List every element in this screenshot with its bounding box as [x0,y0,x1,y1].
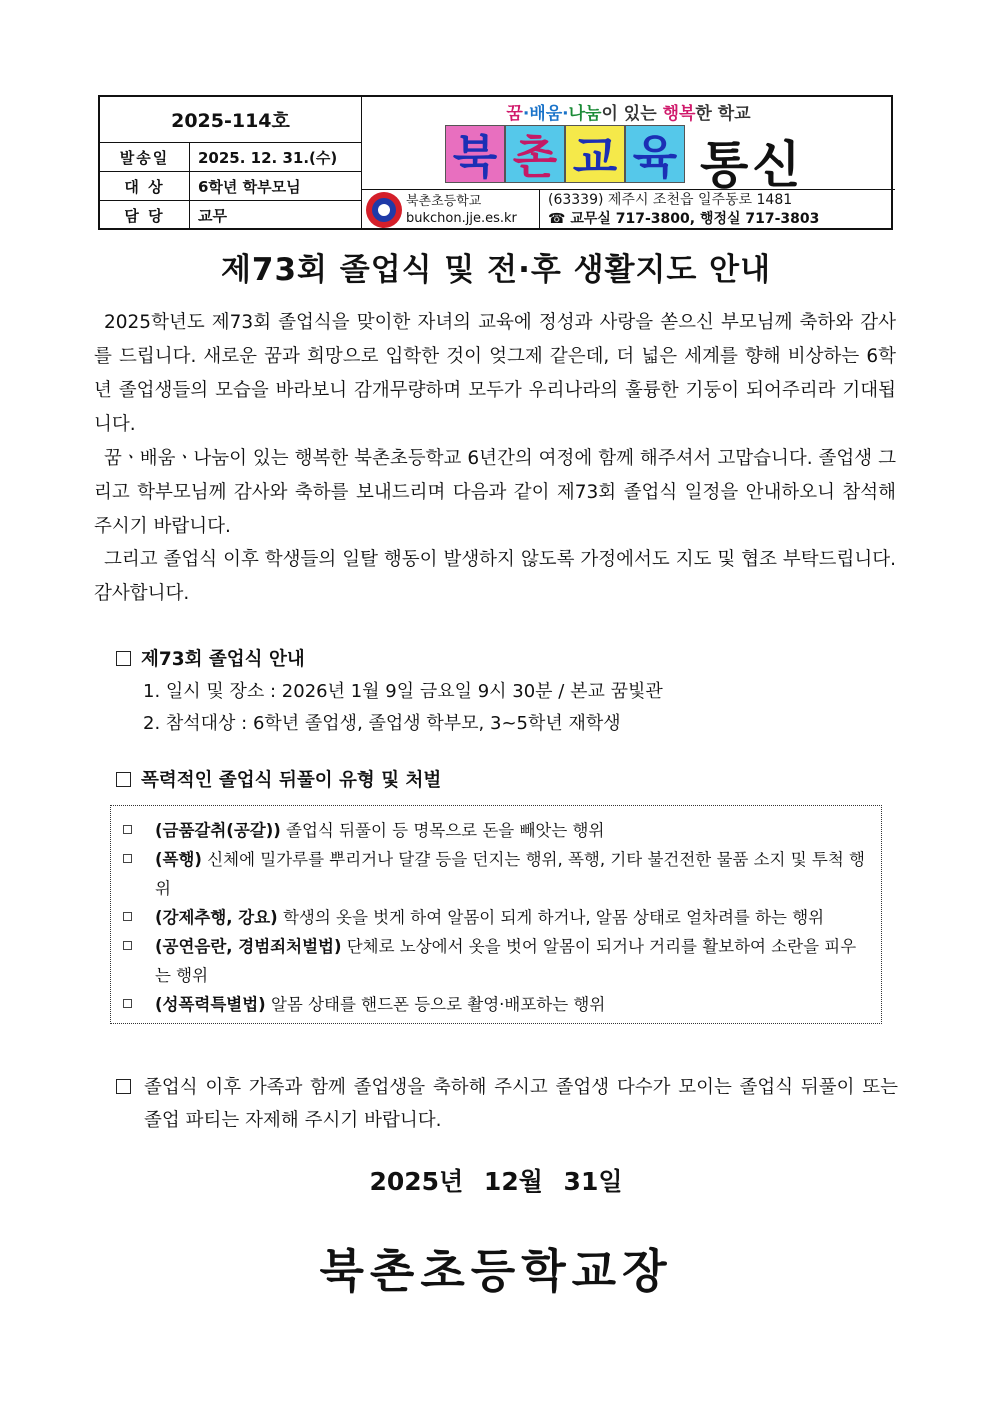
school-phone: ☎ 교무실 717-3800, 행정실 717-3803 [548,211,820,227]
newsletter-header [98,95,893,230]
slogan-part: ·배움· [522,104,569,124]
meta-row-owner [100,201,361,230]
newsletter-title-suffix: 통신 [700,136,805,194]
school-text [406,193,517,227]
school-info-row [362,189,895,230]
rule-label: (공연음란, 경범죄처벌법) [155,937,342,956]
school-name: 북촌초등학교 [406,194,482,209]
rule-item [121,816,871,845]
slogan-part: 꿈 [506,104,523,124]
checkbox-square-icon [116,772,131,787]
closing-note [116,1071,898,1137]
title-char: 교 [565,125,625,183]
title-char: 육 [625,125,685,183]
checkbox-square-icon [116,651,131,666]
issue-date: 2025년 12월 31일 [369,1167,623,1196]
rule-text: 알몸 상태를 핸드폰 등으로 촬영·배포하는 행위 [265,995,606,1014]
school-block [362,190,540,230]
rule-item [121,845,871,903]
principal-signature: 북촌초등학교장 [319,1244,673,1298]
section-violence-heading [116,766,441,792]
thanks-paragraph: 꿈ㆍ배움ㆍ나눔이 있는 행복한 북촌초등학교 6년간의 여정에 함께 해주셔서 고맙습니다. 졸업생 그리고 학부모님께 감사와 축하를 보내드리며 다음과 같이 제73회 졸업식 일정을 안내하오니 참석해 주시기 바랍니다. [94,448,896,537]
small-square-bullet-icon [123,825,132,834]
title-char: 북 [445,125,505,183]
section-ceremony-heading [116,645,305,671]
rule-text: 단체로 노상에서 옷을 벗어 알몸이 되거나 거리를 활보하여 소란을 피우는 행위 [155,937,857,985]
intro-paragraph: 2025학년도 제73회 졸업식을 맞이한 자녀의 교육에 정성과 사랑을 쏟으신 부모님께 축하와 감사를 드립니다. 새로운 꿈과 희망으로 입학한 것이 엊그제 같은데, 더 넓은 세계를 향해 비상하는 6학년 졸업생들의 모습을 바라보니 감개무량하며 모두가 우리나라의 훌륭한 기둥이 되어주리라 기대됩니다. [94,312,896,435]
checkbox-square-icon [116,1079,131,1094]
rule-label: (폭행) [155,850,202,869]
school-slogan [362,99,895,124]
rule-item [121,932,871,990]
rule-item [121,903,871,932]
ceremony-attendees-item: 2. 참석대상 : 6학년 졸업생, 졸업생 학부모, 3~5학년 재학생 [143,713,621,734]
school-logo-icon [366,192,402,228]
rule-text: 신체에 밀가루를 뿌리거나 달걀 등을 던지는 행위, 폭행, 기타 불건전한 물품 소지 및 투척 행위 [155,850,865,898]
slogan-part: 한 학교 [695,104,751,124]
rule-label: (성폭력특별법) [155,995,266,1014]
document-title: 제73회 졸업식 및 전·후 생활지도 안내 [220,252,772,288]
small-square-bullet-icon [123,941,132,950]
rule-item [121,990,871,1019]
meta-value: 교무 [198,207,227,225]
small-square-bullet-icon [123,999,132,1008]
rule-text: 학생의 옷을 벗게 하여 알몸이 되게 하거나, 알몸 상태로 얼차려를 하는 행위 [277,908,825,927]
ceremony-datetime-item: 1. 일시 및 장소 : 2026년 1월 9일 금요일 9시 30분 / 본교 꿈빛관 [143,681,663,702]
meta-row-target [100,172,361,201]
meta-key: 대 상 [100,172,190,200]
section-heading-text: 폭력적인 졸업식 뒤풀이 유형 및 처벌 [141,770,442,791]
meta-value: 6학년 학부모님 [198,177,301,196]
rule-label: (금품갈취(공갈)) [155,821,281,840]
meta-row-sent-date [100,143,361,172]
violence-rules-box [110,805,882,1024]
issue-number: 2025-114호 [100,97,361,143]
school-address: (63339) 제주시 조천읍 일주동로 1481 [548,192,793,208]
closing-text: 졸업식 이후 가족과 함께 졸업생을 축하해 주시고 졸업생 다수가 모이는 졸업식 뒤풀이 또는 졸업 파티는 자제해 주시기 바랍니다. [144,1077,898,1131]
slogan-part: 행복 [662,104,696,124]
rule-text: 졸업식 뒤풀이 등 명목으로 돈을 빼앗는 행위 [280,821,605,840]
rule-label: (강제추행, 강요) [155,908,278,927]
small-square-bullet-icon [123,854,132,863]
title-char: 촌 [505,125,565,183]
meta-key: 담 당 [100,201,190,230]
meta-value: 2025. 12. 31.(수) [198,148,338,167]
section-heading-text: 제73회 졸업식 안내 [141,649,305,670]
school-url: bukchon.jje.es.kr [406,211,517,226]
meta-key: 발송일 [100,143,190,171]
contact-block [540,190,895,230]
slogan-part: 이 있는 [601,104,663,124]
slogan-part: 나눔 [568,104,602,124]
newsletter-title-boxes [445,125,685,183]
small-square-bullet-icon [123,912,132,921]
request-paragraph: 그리고 졸업식 이후 학생들의 일탈 행동이 발생하지 않도록 가정에서도 지도 및 협조 부탁드립니다. 감사합니다. [94,549,896,604]
